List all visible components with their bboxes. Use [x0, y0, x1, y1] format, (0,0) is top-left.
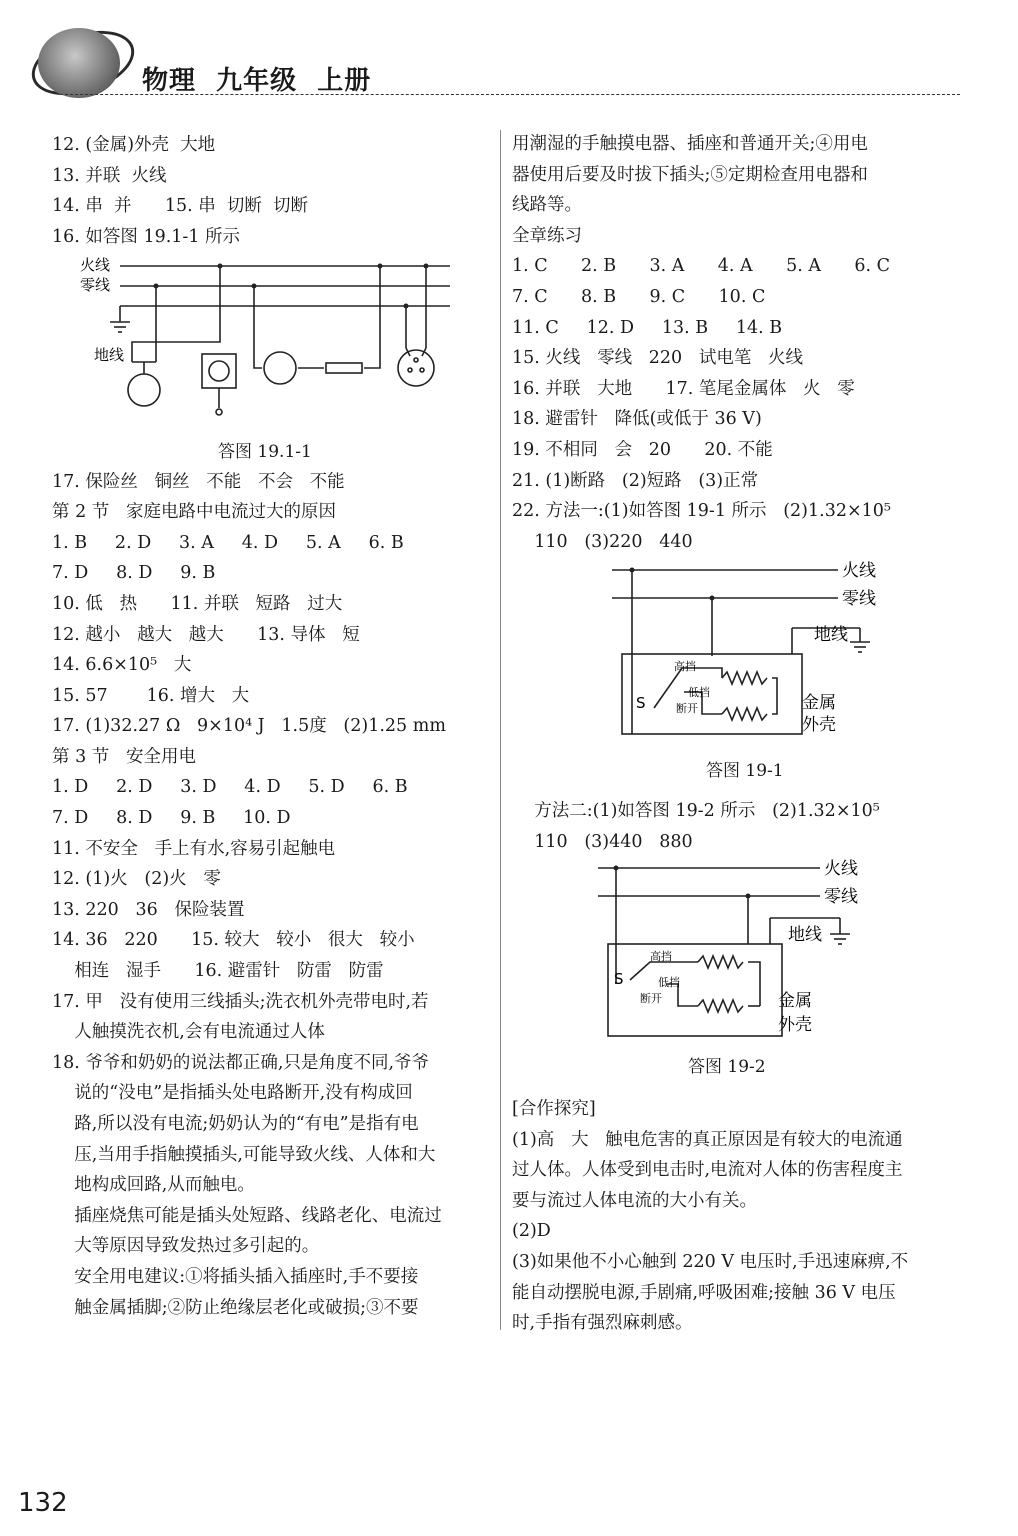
text-line: 全章练习: [512, 225, 582, 246]
text-line: 说的“没电”是指插头处电路断开,没有构成回: [52, 1083, 413, 1104]
off-setting-label: 断开: [676, 702, 698, 715]
text-line: 110 (3)220 440: [512, 531, 693, 552]
metal-case-label: 外壳: [778, 1015, 812, 1035]
figure-caption: 答图 19-2: [688, 1057, 766, 1077]
text-line: 7. C 8. B 9. C 10. C: [512, 286, 766, 307]
right-column-top: [512, 129, 972, 557]
text-line: 14. 36 220 15. 较大 较小 很大 较小: [52, 930, 415, 951]
text-line: 12. (金属)外壳 大地: [52, 135, 216, 155]
header-rule: [60, 94, 960, 95]
text-line: 11. C 12. D 13. B 14. B: [512, 317, 783, 338]
text-line: 相连 湿手 16. 避雷针 防雷 防雷: [52, 961, 384, 982]
text-line: 第 3 节 安全用电: [52, 746, 196, 767]
text-line: 地构成回路,从而触电。: [52, 1175, 255, 1196]
high-setting-label: 高挡: [650, 950, 672, 963]
text-line: 14. 串 并 15. 串 切断 切断: [52, 196, 309, 217]
text-line: 22. 方法一:(1)如答图 19-1 所示 (2)1.32×10⁵: [512, 501, 891, 522]
ground-wire-label: 地线: [814, 625, 848, 645]
text-line: 触金属插脚;②防止绝缘层老化或破损;③不要: [52, 1297, 419, 1318]
text-line: 18. 避雷针 降低(或低于 36 V): [512, 409, 762, 430]
ground-wire-label: 地线: [94, 346, 125, 364]
text-line: 插座烧焦可能是插头处短路、线路老化、电流过: [52, 1205, 442, 1226]
text-line: 19. 不相同 会 20 20. 不能: [512, 439, 773, 460]
metal-case-label: 金属: [802, 693, 836, 713]
text-line: 16. 并联 大地 17. 笔尾金属体 火 零: [512, 378, 855, 399]
text-line: 1. D 2. D 3. D 4. D 5. D 6. B: [52, 777, 408, 798]
right-column-bottom: [512, 1094, 972, 1339]
figure-19-1-1: [80, 250, 460, 430]
text-line: 17. 保险丝 铜丝 不能 不会 不能: [52, 471, 345, 492]
text-line: 12. (1)火 (2)火 零: [52, 869, 221, 890]
low-setting-label: 低挡: [688, 686, 710, 699]
text-line: 10. 低 热 11. 并联 短路 过大: [52, 593, 343, 614]
live-wire-label: 火线: [80, 256, 111, 274]
figure-caption: 答图 19-1: [706, 761, 784, 781]
page-title: 物理 九年级 上册: [142, 66, 372, 96]
text-line: 13. 220 36 保险装置: [52, 899, 245, 920]
figure-19-1: [592, 558, 902, 748]
right-column-mid: [512, 796, 972, 857]
text-line: 17. (1)32.27 Ω 9×10⁴ J 1.5度 (2)1.25 mm: [52, 716, 446, 737]
off-setting-label: 断开: [640, 992, 662, 1005]
live-wire-label: 火线: [824, 859, 858, 879]
switch-label: S: [614, 970, 624, 988]
text-line: 13. 并联 火线: [52, 165, 167, 186]
page-number: 132: [18, 1488, 68, 1518]
text-line: 16. 如答图 19.1-1 所示: [52, 226, 241, 247]
neutral-wire-label: 零线: [824, 887, 858, 907]
page-header: [0, 0, 1018, 110]
text-line: 15. 火线 零线 220 试电笔 火线: [512, 348, 804, 369]
text-line: (3)如果他不小心触到 220 V 电压时,手迅速麻痹,不: [512, 1251, 909, 1272]
text-line: 路,所以没有电流;奶奶认为的“有电”是指有电: [52, 1114, 419, 1134]
text-line: 第 2 节 家庭电路中电流过大的原因: [52, 502, 336, 523]
book-logo-icon: [38, 28, 120, 98]
text-line: 7. D 8. D 9. B 10. D: [52, 808, 291, 829]
text-line: (2)D: [512, 1221, 551, 1242]
text-line: 17. 甲 没有使用三线插头;洗衣机外壳带电时,若: [52, 991, 429, 1012]
column-divider: [500, 130, 501, 1330]
text-line: 线路等。: [512, 195, 582, 216]
figure-19-2: [588, 856, 888, 1046]
text-line: 7. D 8. D 9. B: [52, 563, 216, 584]
text-line: 要与流过人体电流的大小有关。: [512, 1190, 757, 1211]
text-line: 110 (3)440 880: [512, 831, 693, 852]
text-line: 能自动摆脱电源,手剧痛,呼吸困难;接触 36 V 电压: [512, 1282, 896, 1303]
text-line: [合作探究]: [512, 1099, 596, 1119]
text-line: 21. (1)断路 (2)短路 (3)正常: [512, 470, 759, 491]
text-line: 过人体。人体受到电击时,电流对人体的伤害程度主: [512, 1160, 903, 1181]
text-line: 11. 不安全 手上有水,容易引起触电: [52, 838, 336, 859]
metal-case-label: 外壳: [802, 715, 836, 735]
live-wire-label: 火线: [842, 561, 876, 581]
text-line: (1)高 大 触电危害的真正原因是有较大的电流通: [512, 1129, 903, 1150]
switch-label: S: [636, 694, 646, 712]
high-setting-label: 高挡: [674, 660, 696, 673]
text-line: 用潮湿的手触摸电器、插座和普通开关;④用电: [512, 134, 868, 154]
text-line: 1. C 2. B 3. A 4. A 5. A 6. C: [512, 256, 890, 277]
text-line: 压,当用手指触摸插头,可能导致火线、人体和大: [52, 1144, 436, 1165]
text-line: 12. 越小 越大 越大 13. 导体 短: [52, 624, 360, 645]
text-line: 方法二:(1)如答图 19-2 所示 (2)1.32×10⁵: [512, 801, 880, 821]
figure-caption: 答图 19.1-1: [218, 442, 312, 462]
neutral-wire-label: 零线: [80, 276, 111, 294]
neutral-wire-label: 零线: [842, 589, 876, 609]
text-line: 1. B 2. D 3. A 4. D 5. A 6. B: [52, 532, 404, 553]
text-line: 18. 爷爷和奶奶的说法都正确,只是角度不同,爷爷: [52, 1052, 430, 1073]
text-line: 器使用后要及时拔下插头;⑤定期检查用电器和: [512, 164, 868, 185]
metal-case-label: 金属: [778, 991, 812, 1011]
ground-wire-label: 地线: [788, 925, 822, 945]
text-line: 15. 57 16. 增大 大: [52, 685, 250, 706]
text-line: 人触摸洗衣机,会有电流通过人体: [52, 1022, 325, 1043]
text-line: 大等原因导致发热过多引起的。: [52, 1236, 320, 1257]
text-line: 14. 6.6×10⁵ 大: [52, 655, 192, 676]
low-setting-label: 低挡: [658, 976, 680, 989]
text-line: 时,手指有强烈麻刺感。: [512, 1313, 693, 1334]
text-line: 安全用电建议:①将插头插入插座时,手不要接: [52, 1266, 419, 1287]
